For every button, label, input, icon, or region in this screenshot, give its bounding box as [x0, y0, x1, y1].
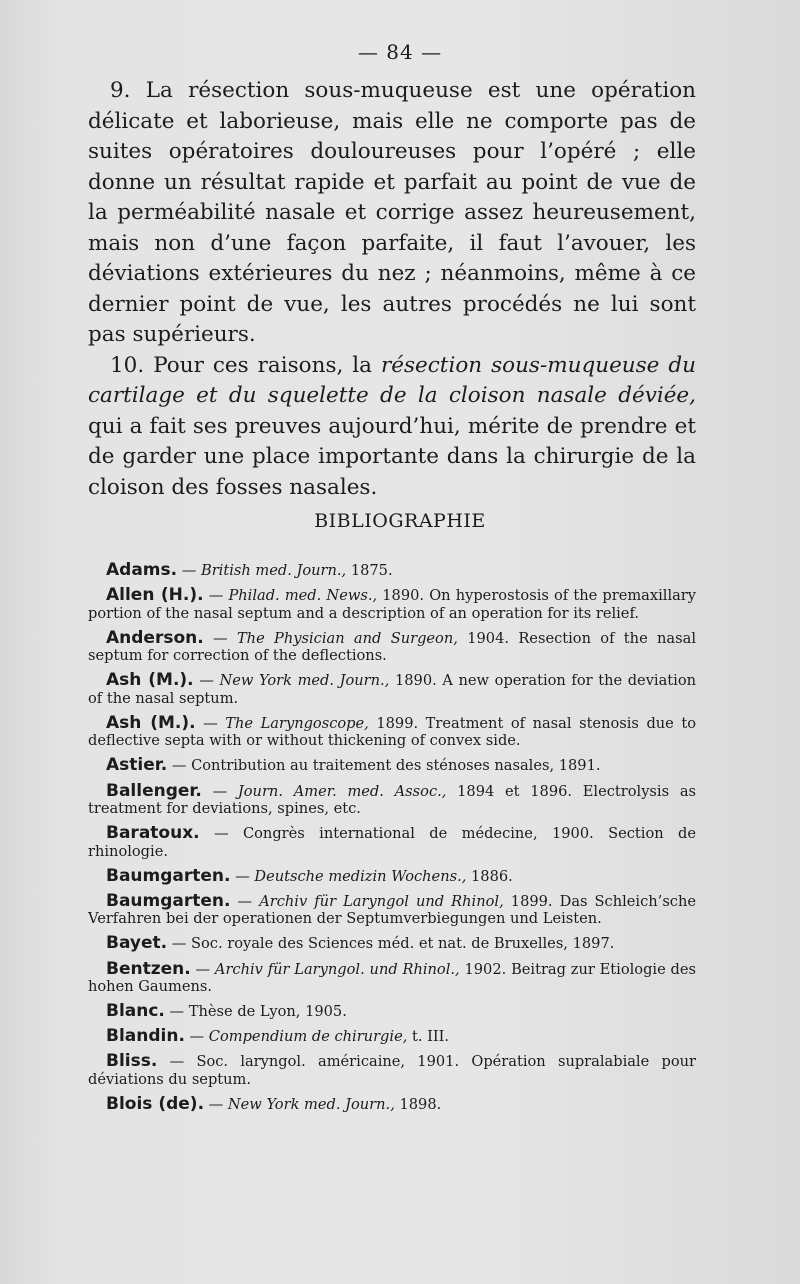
paragraph-10	[88, 351, 696, 504]
entry-journal: New York med. Journ.,	[227, 1095, 395, 1113]
entry-author: Blanc.	[106, 1001, 165, 1022]
bibliography-list	[88, 562, 696, 1121]
entry-journal: Journ. Amer. med. Assoc.,	[237, 782, 447, 800]
bibliography-entry: Anderson. — The Physician and Surgeon, 1904. Resection of the nasal septum for correction of the deflections.	[88, 627, 696, 665]
entry-details: 1904. Resection of the nasal septum for correction of the deflections.	[88, 629, 696, 665]
entry-details: Congrès international de médecine, 1900. Section de rhinologie.	[88, 825, 697, 860]
entry-details: Soc. royale des Sciences méd. et nat. de Bruxelles, 1897.	[190, 935, 615, 953]
entry-author: Astier.	[106, 755, 168, 776]
entry-details: 1875.	[350, 562, 393, 579]
entry-journal: Archiv für Laryngol und Rhinol,	[259, 892, 504, 910]
entry-journal: New York med. Journ.,	[219, 672, 390, 690]
entry-journal: Philad. med. News.,	[228, 587, 378, 605]
page-number: — 84 —	[357, 40, 443, 64]
entry-author: Blandin.	[106, 1026, 185, 1047]
entry-details: Contribution au traitement des sténoses nasales, 1891.	[191, 757, 601, 775]
bibliography-entry: Bayet. — Soc. royale des Sciences méd. et nat. de Bruxelles, 1897.	[106, 933, 615, 954]
bibliography-entry: Blois (de). — New York med. Journ., 1898.	[106, 1093, 442, 1114]
entry-details: t. III.	[412, 1028, 450, 1046]
bibliography-entry: Blandin. — Compendium de chirurgie, t. III.	[106, 1026, 450, 1047]
bibliography-entry: Ballenger. — Journ. Amer. med. Assoc., 1894 et 1896. Electrolysis as treatment for deviations, spines, etc.	[88, 780, 697, 818]
entry-author: Bayet.	[106, 933, 168, 954]
entry-author: Baumgarten.	[106, 865, 231, 886]
entry-author: Baratoux.	[106, 823, 200, 844]
entry-details: 1898.	[399, 1095, 442, 1113]
entry-author: Bentzen.	[106, 958, 191, 979]
entry-author: Anderson.	[106, 627, 204, 648]
paragraph-number: 10.	[110, 352, 145, 378]
entry-details: Thèse de Lyon, 1905.	[188, 1003, 347, 1021]
entry-journal: Compendium de chirurgie,	[208, 1028, 408, 1046]
entry-author: Blois (de).	[106, 1093, 205, 1114]
paragraph-text: Pour ces raisons, la	[153, 352, 372, 378]
bibliography-entry: Ash (M.). — The Laryngoscope, 1899. Treatment of nasal stenosis due to deflective septa with or without thickening of convex side.	[88, 712, 697, 750]
entry-details: Soc. laryngol. américaine, 1901. Opération supralabiale pour déviations du septum.	[88, 1053, 697, 1088]
bibliography-entry: Bentzen. — Archiv für Laryngol. und Rhinol., 1902. Beitrag zur Etiologie des hohen Gaumens.	[88, 958, 696, 996]
bibliography-entry: Ash (M.). — New York med. Journ., 1890. A new operation for the deviation of the nasal septum.	[88, 670, 697, 707]
entry-details: 1890. On hyperostosis of the premaxillary portion of the nasal septum and a description of an operation for its relief.	[88, 587, 697, 622]
paragraph-text: La résection sous-muqueuse est une opération délicate et laborieuse, mais elle ne comporte pas de suites opératoires douloureuses pour l’opéré ; elle donne un résultat rapide et parfait au point de vue de la perméabilité nasale et corrige assez heureusement, mais non d’une façon parfaite, il faut l’avouer, les déviations extérieures du nez ; néanmoins, même à ce dernier point de vue, les autres procédés ne lui sont pas supérieurs.	[88, 78, 696, 347]
entry-author: Ash (M.).	[106, 670, 194, 691]
bibliography-entry: Adams. — British med. Journ., 1875.	[106, 560, 393, 580]
entry-details: 1899. Das Schleich’sche Verfahren bei der operationen der Septumverbiegungen und Leisten.	[88, 892, 697, 928]
entry-details: 1886.	[471, 867, 513, 885]
bibliography-entry: Allen (H.). — Philad. med. News., 1890. On hyperostosis of the premaxillary portion of the nasal septum and a description of an operation for its relief.	[88, 585, 697, 622]
entry-author: Allen (H.).	[106, 585, 204, 606]
entry-journal: Archiv für Laryngol. und Rhinol.,	[214, 960, 460, 978]
entry-details: 1894 et 1896. Electrolysis as treatment for deviations, spines, etc.	[88, 782, 697, 818]
bibliography-title: BIBLIOGRAPHIE	[314, 510, 486, 532]
entry-author: Adams.	[106, 560, 178, 580]
paragraph-number: 9.	[110, 78, 131, 103]
entry-journal: Deutsche medizin Wochens.,	[254, 867, 467, 885]
bibliography-entry: Bliss. — Soc. laryngol. américaine, 1901. Opération supralabiale pour déviations du septum.	[88, 1051, 697, 1088]
bibliography-entry: Baumgarten. — Deutsche medizin Wochens., 1886.	[106, 865, 513, 886]
paragraph-9	[88, 76, 696, 351]
bibliography-entry: Astier. — Contribution au traitement des sténoses nasales, 1891.	[106, 755, 601, 776]
entry-author: Baumgarten.	[106, 890, 231, 911]
bibliography-entry: Baumgarten. — Archiv für Laryngol und Rhinol, 1899. Das Schleich’sche Verfahren bei der operationen der Septumverbiegungen und Leisten.	[88, 890, 697, 928]
entry-details: 1902. Beitrag zur Etiologie des hohen Gaumens.	[88, 960, 696, 996]
paragraph-text: qui a fait ses preuves aujourd’hui, mérite de prendre et de garder une place importante dans la chirurgie de la cloison des fosses nasales.	[88, 413, 696, 500]
entry-details: 1899. Treatment of nasal stenosis due to deflective septa with or without thickening of convex side.	[88, 714, 697, 750]
body-text	[88, 76, 696, 503]
paragraph-emphasis: résection sous-muqueuse du cartilage et du squelette de la cloison nasale déviée,	[88, 352, 696, 408]
entry-details: 1890. A new operation for the deviation of the nasal septum.	[88, 672, 697, 707]
entry-author: Ash (M.).	[106, 712, 196, 733]
bibliography-entry: Blanc. — Thèse de Lyon, 1905.	[106, 1001, 347, 1022]
entry-author: Ballenger.	[106, 780, 202, 801]
entry-journal: British med. Journ.,	[200, 562, 347, 579]
entry-author: Bliss.	[106, 1051, 158, 1072]
entry-journal: The Physician and Surgeon,	[236, 629, 458, 647]
bibliography-entry: Baratoux. — Congrès international de médecine, 1900. Section de rhinologie.	[88, 823, 697, 860]
entry-journal: The Laryngoscope,	[225, 714, 369, 732]
